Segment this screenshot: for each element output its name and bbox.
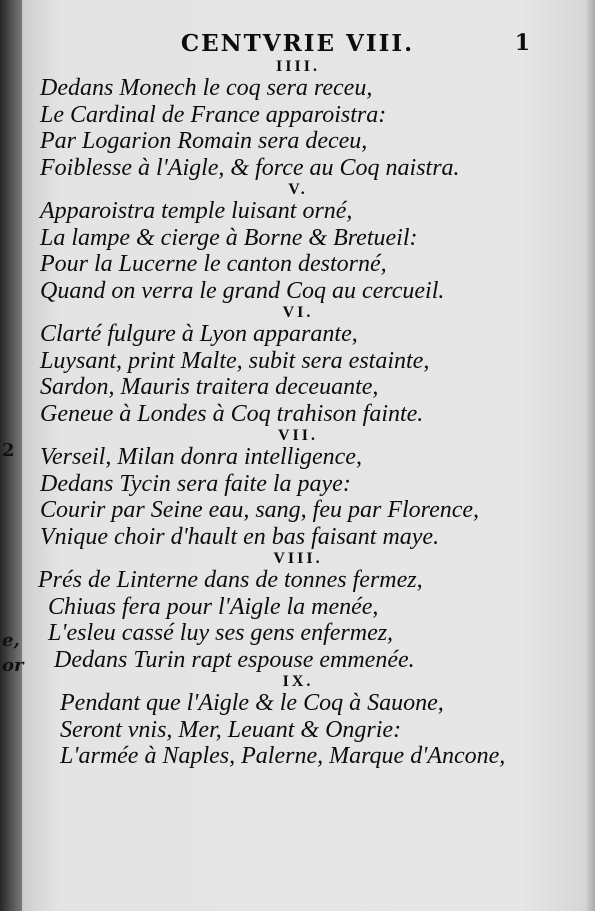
verse-line: Pendant que l'Aigle & le Coq à Sauone, <box>60 690 444 716</box>
running-head: CENTVRIE VIII. <box>180 30 415 57</box>
quatrain <box>38 304 558 427</box>
verse-line: Verseil, Milan donra intelligence, <box>40 444 362 470</box>
quatrain-number: V. <box>288 181 308 198</box>
margin-mark: e, <box>2 630 20 651</box>
verse-line: Dedans Monech le coq sera receu, <box>40 75 373 101</box>
verse-line: Foiblesse à l'Aigle, & force au Coq naistra. <box>40 154 460 181</box>
verse-line: Courir par Seine eau, sang, feu par Florence, <box>40 497 480 523</box>
quatrain-number: IIII. <box>276 58 320 75</box>
quatrain-number: IX. <box>282 673 314 690</box>
verse-line: Clarté fulgure à Lyon apparante, <box>40 321 358 347</box>
text-block <box>38 58 558 770</box>
quatrain-number: VIII. <box>273 550 323 567</box>
page-number: 1 <box>514 30 530 56</box>
quatrain <box>38 673 558 770</box>
quatrain <box>38 181 558 304</box>
quatrain <box>38 427 558 550</box>
verse-line: Seront vnis, Mer, Leuant & Ongrie: <box>60 716 402 743</box>
verse-line: Quand on verra le grand Coq au cercueil. <box>40 277 445 304</box>
verse-line: Le Cardinal de France apparoistra: <box>40 101 387 128</box>
verse-line: Vnique choir d'hault en bas faisant maye. <box>40 523 440 550</box>
verse-line: Pour la Lucerne le canton destorné, <box>40 251 387 277</box>
verse-line: Dedans Tycin sera faite la paye: <box>40 470 351 497</box>
verse-line: L'armée à Naples, Palerne, Marque d'Ancone, <box>60 743 506 769</box>
verse-line: Dedans Turin rapt espouse emmenée. <box>54 646 415 673</box>
verse-line: Apparoistra temple luisant orné, <box>40 198 353 224</box>
quatrain <box>38 58 558 181</box>
verse-line: Prés de Linterne dans de tonnes fermez, <box>38 567 423 593</box>
verse-line: La lampe & cierge à Borne & Bretueil: <box>40 224 418 251</box>
verse-line: L'esleu cassé luy ses gens enfermez, <box>48 620 394 646</box>
verse-line: Sardon, Mauris traitera deceuante, <box>40 374 379 400</box>
verse-line: Geneue à Londes à Coq trahison fainte. <box>40 400 424 427</box>
margin-mark: or <box>2 655 24 676</box>
margin-mark: 2 <box>2 440 15 461</box>
verse-line: Chiuas fera pour l'Aigle la menée, <box>48 593 379 620</box>
verse-line: Luysant, print Malte, subit sera estainte, <box>40 347 430 374</box>
verse-line: Par Logarion Romain sera deceu, <box>40 128 368 154</box>
quatrain <box>38 550 558 673</box>
quatrain-number: VII. <box>277 427 318 444</box>
quatrain-number: VI. <box>282 304 314 321</box>
